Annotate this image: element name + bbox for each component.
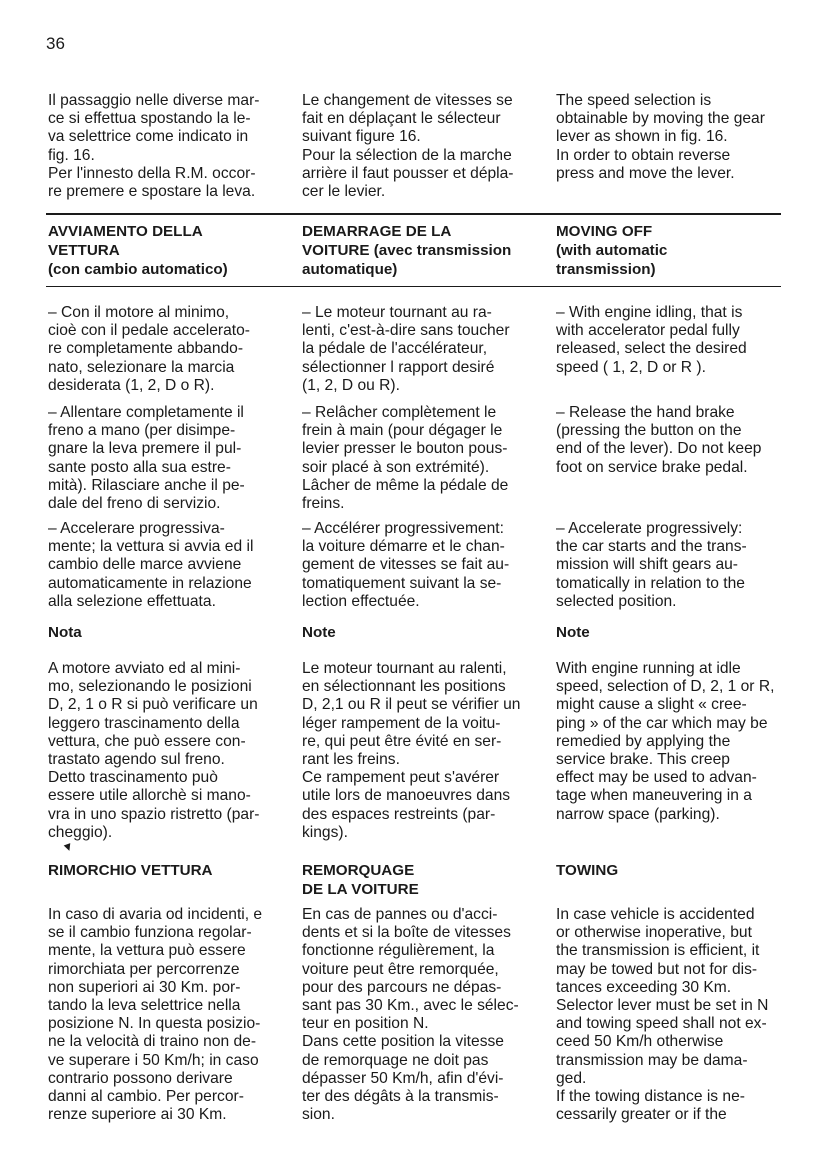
intro-paragraph-2: Pour la sélection de la marche arrière il faut pousser et dépla- cer le levier.: [302, 147, 514, 201]
page-number: 36: [46, 34, 65, 53]
towing-heading: REMORQUAGE DE LA VOITURE: [302, 862, 419, 898]
towing-text: In caso di avaria od incidenti, e se il cambio funziona regolar- mente, la vettura può essere rimorchiata per percorrenze non superiori ai 30 Km. por- tando la leva selettrice nella posizione N. In questa posizio- ne la velocità di traino non de- ve superare i 50 Km/h; in caso contrario possono derivare danni al cambio. Per percor- renze superiore ai 30 Km.: [48, 906, 263, 1124]
step-2: – Release the hand brake (pressing the button on the end of the lever). Do not keep foot on service brake pedal.: [556, 404, 762, 476]
section-rule-bottom: [46, 286, 781, 287]
step-2: – Relâcher complètement le frein à main (pour dégager le levier presser le bouton pous- soir placé à son extrémité). Lâcher de même la pédale de freins.: [302, 404, 509, 513]
note-heading: Note: [556, 624, 590, 641]
intro-paragraph-2: Per l'innesto della R.M. occor- re premere e spostare la leva.: [48, 165, 256, 201]
step-3: – Accelerare progressiva- mente; la vettura si avvia ed il cambio delle marce avviene automaticamente in relazione alla selezione effettuata.: [48, 520, 254, 610]
note-text: A motore avviato ed al mini- mo, selezionando le posizioni D, 2, 1 o R si può verificare un leggero trascinamento della vettura, che può essere con- trastato agendo sul freno. Detto trascinamento può essere utile allorchè si mano- vra in uno spazio ristretto (par- cheggio).: [48, 660, 260, 841]
note-heading: Nota: [48, 624, 82, 641]
step-3: – Accelerate progressively: the car starts and the trans- mission will shift gears au- tomatically in relation to the selected position.: [556, 520, 747, 610]
step-1: – Con il motore al minimo, cioè con il pedale accelerato- re completamente abbando- nato, selezionare la marcia desiderata (1, 2, D o R).: [48, 304, 250, 394]
towing-text: In case vehicle is accidented or otherwise inoperative, but the transmission is efficient, it may be towed but not for dis- tances exceeding 30 Km. Selector lever must be set in N and towing speed shall not ex- ceed 50 Km/h otherwise transmission may be dama- ged. If the towing distance is ne- cessarily greater or if the: [556, 906, 769, 1124]
intro-paragraph-1: Le changement de vitesses se fait en déplaçant le sélecteur suivant figure 16.: [302, 92, 513, 146]
towing-heading: RIMORCHIO VETTURA: [48, 862, 213, 879]
towing-text: En cas de pannes ou d'acci- dents et si la boîte de vitesses fonctionne régulièrement, la voiture peut être remorquée, pour des parcours ne dépas- sant pas 30 Km., avec le sélec- teur en position N. Dans cette position la vitesse de remorquage ne doit pas dépasser 50 Km/h, afin d'évi- ter des dégâts à la transmis- sion.: [302, 906, 519, 1124]
intro-paragraph-1: The speed selection is obtainable by moving the gear lever as shown in fig. 16.: [556, 92, 765, 146]
step-3: – Accélérer progressivement: la voiture démarre et le chan- gement de vitesses se fait au- tomatiquement suivant la se- lection effectuée.: [302, 520, 510, 610]
step-1: – Le moteur tournant au ra- lenti, c'est-à-dire sans toucher la pédale de l'accélérateur, sélectionner l rapport desiré (1, 2, D ou R).: [302, 304, 510, 394]
section-heading: MOVING OFF (with automatic transmission): [556, 223, 668, 278]
section-heading: AVVIAMENTO DELLA VETTURA (con cambio automatico): [48, 223, 228, 278]
section-heading: DEMARRAGE DE LA VOITURE (avec transmission automatique): [302, 223, 512, 278]
note-heading: Note: [302, 624, 336, 641]
step-1: – With engine idling, that is with accelerator pedal fully released, select the desired speed ( 1, 2, D or R ).: [556, 304, 747, 376]
step-2: – Allentare completamente il freno a mano (per disimpe- gnare la leva premere il pul- sante posto alla sua estre- mità). Rilasciare anche il pe- dale del freno di servizio.: [48, 404, 245, 513]
section-rule-top: [46, 213, 781, 215]
note-text: With engine running at idle speed, selection of D, 2, 1 or R, might cause a slight « cree- ping » of the car which may be remedied by applying the service brake. This creep effect may be used to advan- tage when maneuvering in a narrow space (parking).: [556, 660, 775, 823]
margin-mark: ▼: [59, 838, 76, 856]
towing-heading: TOWING: [556, 862, 619, 879]
intro-paragraph-2: In order to obtain reverse press and move the lever.: [556, 147, 735, 183]
intro-paragraph-1: Il passaggio nelle diverse mar- ce si effettua spostando la le- va selettrice come indicato in fig. 16.: [48, 92, 260, 164]
note-text: Le moteur tournant au ralenti, en sélectionnant les positions D, 2,1 ou R il peut se vérifier un léger rampement de la voitu- re, qui peut être évité en ser- rant les freins. Ce rampement peut s'avérer utile lors de manoeuvres dans des espaces restreints (par- kings).: [302, 660, 521, 841]
